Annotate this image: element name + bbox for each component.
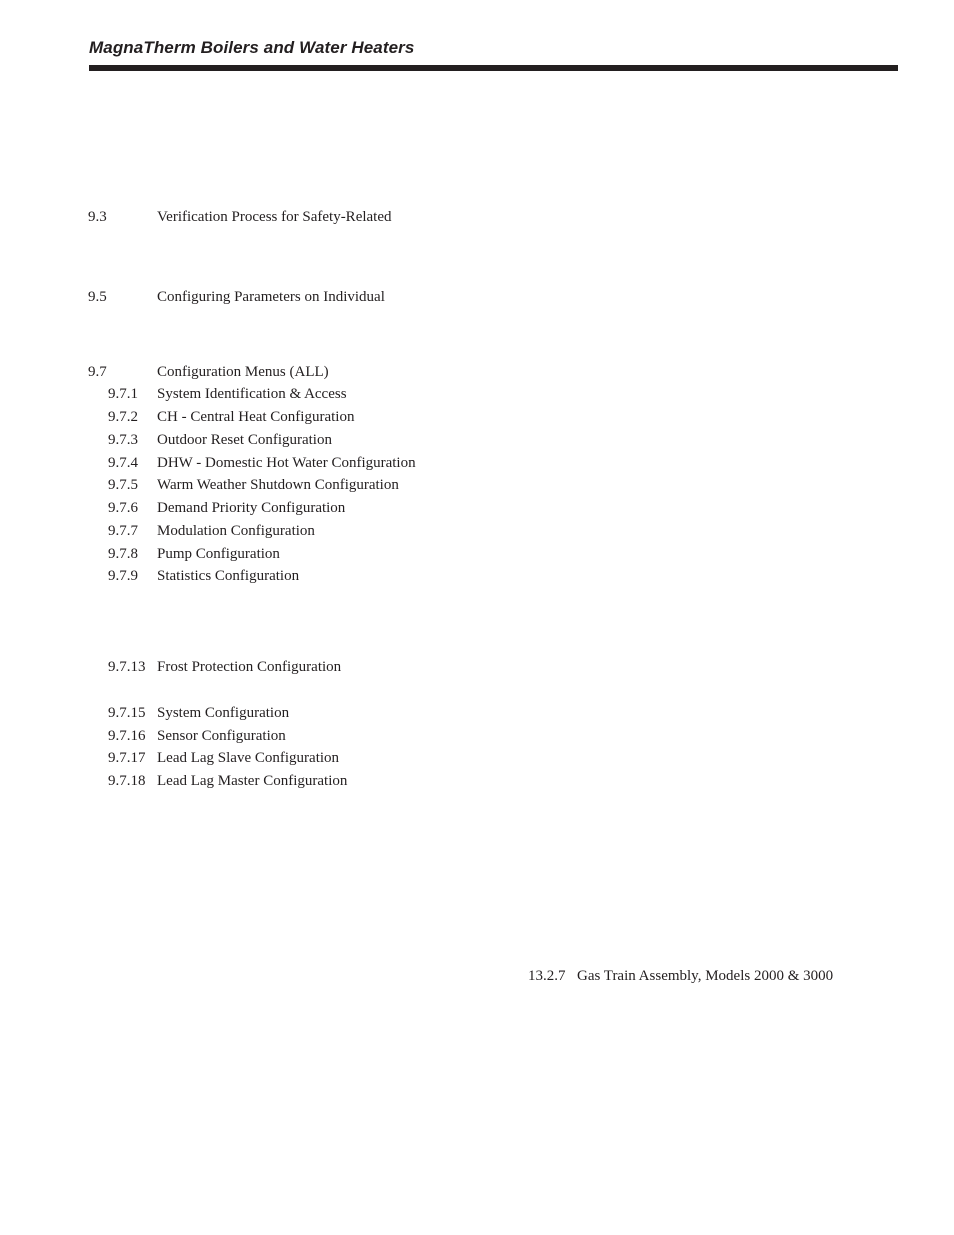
toc-entry-label: CH - Central Heat Configuration xyxy=(157,409,355,425)
toc-entry-label: Statistics Configuration xyxy=(157,568,300,584)
header-rule xyxy=(89,65,898,71)
toc-entry-number: 13.2.7 xyxy=(528,968,566,984)
toc-entry-number: 9.7.18 xyxy=(108,773,146,789)
toc-entry-number: 9.7.8 xyxy=(108,546,138,562)
toc-entry-label: Pump Configuration xyxy=(157,546,280,562)
toc-entry-label: Configuring Parameters on Individual xyxy=(157,289,385,305)
toc-entry-number: 9.7.3 xyxy=(108,432,138,448)
running-header-title: MagnaTherm Boilers and Water Heaters xyxy=(89,38,415,57)
toc-entry-label: Gas Train Assembly, Models 2000 & 3000 xyxy=(577,968,834,984)
toc-entry-label: Sensor Configuration xyxy=(157,728,286,744)
toc-entry-label: Warm Weather Shutdown Configuration xyxy=(157,477,399,493)
toc-entry-number: 9.7.4 xyxy=(108,455,138,471)
toc-entry-number: 9.7.15 xyxy=(108,705,146,721)
toc-entry-number: 9.7.16 xyxy=(108,728,146,744)
toc-entry-label: Configuration Menus (ALL) xyxy=(157,364,329,380)
toc-entry-label: Modulation Configuration xyxy=(157,523,315,539)
toc-entry-label: Lead Lag Master Configuration xyxy=(157,773,348,789)
toc-entry-number: 9.7.5 xyxy=(108,477,138,493)
toc-entry-number: 9.5 xyxy=(88,289,107,305)
toc-entry-label: Frost Protection Configuration xyxy=(157,659,342,675)
toc-entry-number: 9.7.1 xyxy=(108,386,138,402)
toc-entry-label: Lead Lag Slave Configuration xyxy=(157,750,340,766)
toc-entry-number: 9.3 xyxy=(88,209,107,225)
toc-entry-number: 9.7.17 xyxy=(108,750,146,766)
toc-entry-label: DHW - Domestic Hot Water Configuration xyxy=(157,455,416,471)
toc-entry-label: Verification Process for Safety-Related xyxy=(157,209,392,225)
toc-entry-number: 9.7.2 xyxy=(108,409,138,425)
toc-entry-number: 9.7.13 xyxy=(108,659,146,675)
toc-entry-number: 9.7 xyxy=(88,364,107,380)
toc-entry-label: Demand Priority Configuration xyxy=(157,500,346,516)
toc-entry-label: Outdoor Reset Configuration xyxy=(157,432,332,448)
toc-entry-number: 9.7.7 xyxy=(108,523,138,539)
toc-entry-number: 9.7.6 xyxy=(108,500,138,516)
toc-entry-label: System Identification & Access xyxy=(157,386,347,402)
toc-entry-number: 9.7.9 xyxy=(108,568,138,584)
toc-entry-label: System Configuration xyxy=(157,705,290,721)
